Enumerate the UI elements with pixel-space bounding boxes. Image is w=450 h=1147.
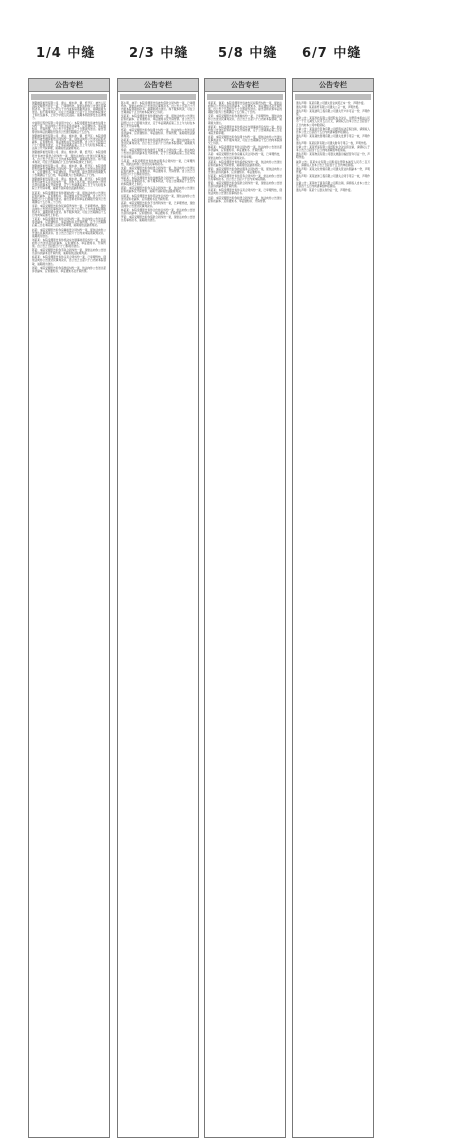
notice-paragraph: 遗失声明：某某建筑工程有限公司遗失开户许可证一份，声明作废。	[296, 110, 370, 117]
notice-paragraph: 遗失声明：某某个人遗失身份证一张，声明作废。	[296, 189, 354, 193]
notice-column-3	[204, 78, 286, 1138]
notice-paragraph: 遗失声明：某某有限公司遗失营业执照正本一份，声明作废。	[296, 102, 367, 105]
notice-paragraph: 李某：本院受理原告诉你民间借贷纠纷一案，已审理终结。现依法向你公告送达民事判决书，自公告之日起六十日内来本院领取判决书，逾期则视为送达。如不服本判决，可在公告期满后十五日内向本院递交上诉状。	[32, 204, 106, 218]
notice-paragraph: 国银融资租赁有限公司、唐山、衡水律、鹤、经开区：本院受理原告诉被告买卖合同纠纷一案，因你下落不明，依法向你公告送达起诉状副本及开庭传票，定于公告期满后第三日上午九时在本院公开开庭审理，逾期不到庭将依法缺席判决。	[32, 178, 106, 191]
notice-paragraph: 韩某某：本院受理原告诉你合同纠纷一案，依法向你公告送达起诉状副本、应诉通知书、举证通知书、开庭传票。	[208, 146, 282, 153]
notice-paragraph: 郑某：本院受理原告诉你信用卡纠纷一案，依法向你公告送达起诉状副本、应诉通知书、举证通知书、开庭传票，逾期将依法缺席判决。	[121, 128, 195, 138]
notice-paragraph: 许某：本院受理原告诉你信用卡纠纷一案，现依法向你公告送达民事判决书，如不服本判决，可在公告期满后十五日内向本院递交上诉状。	[208, 135, 282, 146]
notice-paragraph: 胡某某：本院受理原告诉你金融借款合同纠纷一案，现依法向你公告送达民事判决书，如不服本判决，可在公告期满后十五日内向本院递交上诉状。	[121, 177, 195, 187]
column-body	[205, 100, 285, 206]
notice-paragraph: 梁某某、谢某：本院受理原告诉被告民间借贷纠纷一案，现依法向你们公告送达起诉状副本、应诉通知书、举证通知书及开庭传票。自公告之日起经过六十日即视为送达。提出答辩状和举证的期限分别为公告期满后十五日和三十日内。	[208, 102, 282, 115]
notice-paragraph: 遗失声明：某某餐饮管理有限公司遗失发票专用章一枚，声明作废。	[296, 134, 370, 141]
column-header: 公告专栏	[205, 79, 285, 92]
notice-paragraph: 彭某某：本院受理原告诉你劳务合同纠纷一案，依法向你公告送达民事判决书，自公告之日起六十日内来本院领取。	[208, 174, 282, 182]
notice-paragraph: 罗某：本院受理原告诉你借款合同纠纷一案，现依法向你公告送达民事判决书，逾期视为送达。	[121, 216, 195, 223]
notice-paragraph: 朱某：本院受理原告诉你租赁合同纠纷一案，依法向你公告送达起诉状副本、应诉通知书、举证通知书、开庭传票。自公告之日起经过六十日即视为送达。	[121, 166, 195, 176]
column-header: 公告专栏	[118, 79, 198, 92]
notice-paragraph: 邓某某：本院受理原告诉你追偿权纠纷一案，依法向你公告送达起诉状副本及开庭传票，逾期将依法缺席判决。	[208, 160, 282, 167]
notice-paragraph: 曹某：本院受理原告诉你物业服务合同纠纷一案，现依法向你公告送达起诉状副本、应诉通知书、举证通知书。	[208, 167, 282, 174]
column-header: 公告专栏	[293, 79, 373, 92]
notice-column-4	[292, 78, 374, 1138]
notice-paragraph: 减资公告：某某科技有限公司经股东会决议，注册资本拟由人民币一千万元减至人民币五百万元，请债权人自本公告之日起四十五日内向本公司申报债权。	[296, 117, 370, 127]
notice-paragraph: 马某某：本院受理原告诉你物业服务合同纠纷一案，已审理终结，现依法向你公告送达民事判决书。	[121, 159, 195, 166]
notice-paragraph: 何某某：本院受理原告诉你劳动争议纠纷一案，现依法向你公告送达起诉状副本、应诉通知书及开庭传票。	[121, 194, 195, 201]
notice-paragraph: 遗失声明：某某文化传媒有限公司遗失营业执照副本一份，声明作废。	[296, 167, 370, 174]
notice-paragraph: 曾某：本院受理原告诉你借款合同纠纷一案，现依法向你公告送达起诉状副本及开庭传票。	[208, 182, 282, 189]
notice-paragraph: 中信银行股份有限公司信用卡中心：本院受理原告诉被告信用卡纠纷一案，依法向你公告送达起诉状副本、应诉通知书、举证通知书、开庭传票。自公告之日起经过三十日即视为送达。提出答辩状和举证的期限分别为公告送达期满后十五日内。	[32, 121, 106, 134]
notice-column-2	[117, 78, 199, 1138]
notice-paragraph: 注销公告：某某电子商务有限公司拟注销，请债权人自本公告之日起四十五日内向清算组申报债权。	[296, 182, 370, 189]
notice-paragraph: 遗失声明：某某投资有限公司遗失财务专用章一枚，声明作废。	[296, 142, 369, 146]
column-title-1: 1/4 中缝	[36, 46, 96, 61]
column-title-2: 2/3 中缝	[129, 46, 189, 61]
notice-paragraph: 王某某：本院受理原告诉你合同纠纷一案，依法向你公告送达起诉状副本、应诉通知书、举证通知书及开庭传票，定于公告期满后第三日在本院第二法庭开庭审理，逾期将依法缺席判决。	[32, 218, 106, 228]
notice-paragraph: 徐某：本院受理原告诉你建设工程施工合同纠纷一案，依法向你公告送达起诉状副本及开庭传票，定于公告期满后第三日在本院开庭审理。	[121, 149, 195, 159]
notice-paragraph: 陈小明、林平：本院受理原告诉被告借款合同纠纷一案，已审理终结。现依法向你们公告送达民事判决书，自公告之日起六十日内来本院领取判决书，逾期则视为送达。如不服本判决，可在公告期满后十五日内向本院递交上诉状。	[121, 102, 195, 115]
notice-paragraph: 孙某某：本院受理原告诉你民间借贷纠纷一案，现依法向你公告送达民事判决书，自公告之日起六十日内来本院领取，逾期视为送达。	[121, 139, 195, 149]
notice-paragraph: 宋某：本院受理原告诉你离婚纠纷一案，已审理终结，现依法向你公告送达民事判决书，自公告之日起六十日内来本院领取，逾期视为送达。	[208, 115, 282, 125]
notice-paragraph: 国银融资租赁有限公司、唐山、衡水律、鹤、经开区：本院受理原告诉被告借款合同纠纷一案，现依法向你公告送达民事判决书，自公告之日起六十日内来本院领取，逾期视为送达。如不服本判决，可在公告期满后十五日内向本院递交上诉状。	[32, 151, 106, 164]
column-title-4: 6/7 中缝	[302, 46, 362, 61]
notice-paragraph: 遗失声明：某某物流有限公司遗失道路运输经营许可证一份，声明作废。	[296, 153, 370, 160]
notice-paragraph: 遗失声明：某某商贸有限公司遗失公章一枚，声明作废。	[296, 106, 361, 110]
notice-paragraph: 陈某：本院受理原告诉你劳务合同纠纷一案，现依法向你公告送达起诉状副本及开庭传票，逾期将依法缺席判决。	[32, 249, 106, 256]
notice-paragraph: 国银融资租赁有限公司、唐山、衡水律、鹤、经开区：被告人民法院受理原告诉讼一案，已审理终结。现依法向你公告送达民事判决书。自公告之日起六十日内来本院领取判决书，逾期则视为送达。如不服本判决，可在公告期满之日起十五日内向本院递交上诉状及副本，上诉于中级人民法院。逾期本判决即发生法律效力。	[32, 102, 106, 121]
notice-paragraph: 唐某某：本院受理原告诉你机动车交通事故责任纠纷一案，依法向你公告送达起诉状副本及开庭传票，定于公告期满后第三日在本院开庭审理。	[208, 125, 282, 135]
notice-paragraph: 国银融资租赁有限公司、唐山、衡水律、鹤、经开区：本院受理原告诉被告融资租赁合同纠纷一案，现依法向你公告送达起诉状副本、应诉通知书、举证通知书及开庭传票。自公告之日起经过六十日即视为送达，定于举证期满后第三日上午九时在本院第三法庭公开开庭审理，逾期将依法缺席判决。	[32, 134, 106, 151]
notice-paragraph: 田某：本院受理原告诉你租赁合同纠纷一案，依法向你公告送达起诉状副本、应诉通知书、举证通知书、开庭传票。	[208, 196, 282, 203]
notice-paragraph: 肖某某：本院受理原告诉你买卖合同纠纷一案，已审理终结，现依法向你公告送达民事判决书。	[208, 189, 282, 196]
notice-paragraph: 高某：本院受理原告诉你不当得利纠纷一案，已审理终结，现依法向你公告送达民事判决书。	[121, 201, 195, 208]
column-body	[293, 100, 373, 195]
column-header: 公告专栏	[29, 79, 109, 92]
notice-paragraph: 冯某：本院受理原告诉你房屋买卖合同纠纷一案，已审理终结，现依法向你公告送达民事判决书。	[208, 153, 282, 160]
notice-paragraph: 减资公告：某某实业有限公司拟将注册资本减至人民币二百万元，请债权人自本公告之日起四十五日内申报债权。	[296, 160, 370, 167]
notice-paragraph: 刘某某：本院受理原告诉你机动车交通事故责任纠纷一案，依法向你公告送达起诉状副本、应诉通知书、举证通知书、开庭传票。自公告之日起经过六十日即视为送达。	[32, 238, 106, 249]
notice-paragraph: 注销公告：某某贸易有限公司经股东会决议拟注销，请债权人于本公告之日起四十五日内向清算组申报债权。	[296, 146, 370, 153]
notice-paragraph: 赵某：本院受理原告诉你房屋租赁合同纠纷一案，现依法向你公告送达民事判决书。自公告之日起六十日内来本院领取判决书，逾期视为送达。	[32, 228, 106, 238]
notice-paragraph: 注销公告：某某信息咨询有限公司经股东决定拟注销，请债权人自本公告之日起四十五日内向清算组申报债权。	[296, 127, 370, 134]
column-title-3: 5/8 中缝	[218, 46, 278, 61]
notice-paragraph: 林某某：本院受理原告诉你合伙协议纠纷一案，依法向你公告送达起诉状副本、应诉通知书、举证通知书、开庭传票。	[121, 208, 195, 215]
notice-paragraph: 吴某某：本院受理原告诉你离婚纠纷一案，现依法向你公告送达起诉状副本、应诉通知书、举证通知书及开庭传票。自公告之日起经过六十日即视为送达，定于举证期满后第三日上午九时在本院公开开庭审理。	[121, 115, 195, 128]
notice-paragraph: 周某：本院受理原告诉你追偿权纠纷一案，依法向你公告送达起诉状副本、应诉通知书、举证通知书及开庭传票。	[32, 266, 106, 273]
notice-column-1	[28, 78, 110, 1138]
notice-paragraph: 郭某：本院受理原告诉你买卖合同纠纷一案，依法向你公告送达起诉状副本及开庭传票，逾期不到庭将依法缺席判决。	[121, 187, 195, 194]
notice-paragraph: 杨某某：本院受理原告诉你买卖合同纠纷一案，已审理终结，现依法向你公告送达民事判决书，自公告之日起六十日内来本院领取，逾期视为送达。	[32, 256, 106, 266]
notice-paragraph: 张某某：本院受理原告诉你离婚纠纷一案，现依法向你公告送达起诉状副本、应诉通知书、举证通知书及开庭传票。自公告之日起经过六十日即视为送达。提出答辩状和举证的期限分别为公告期满后十五日和三十日内。	[32, 191, 106, 204]
column-body	[29, 100, 109, 276]
notice-paragraph: 遗失声明：某某装饰工程有限公司遗失合同专用章一枚，声明作废。	[296, 174, 370, 181]
notice-paragraph: 国银融资租赁有限公司、唐山、衡水律、鹤、经开区：本院受理原告诉被告金融借款合同纠纷一案，依法向你公告送达起诉状副本、应诉通知书、举证通知书、开庭传票。提出答辩状的期限为公告期满后十五日内，举证期限为公告期满后三十日内。	[32, 164, 106, 178]
column-body	[118, 100, 198, 225]
